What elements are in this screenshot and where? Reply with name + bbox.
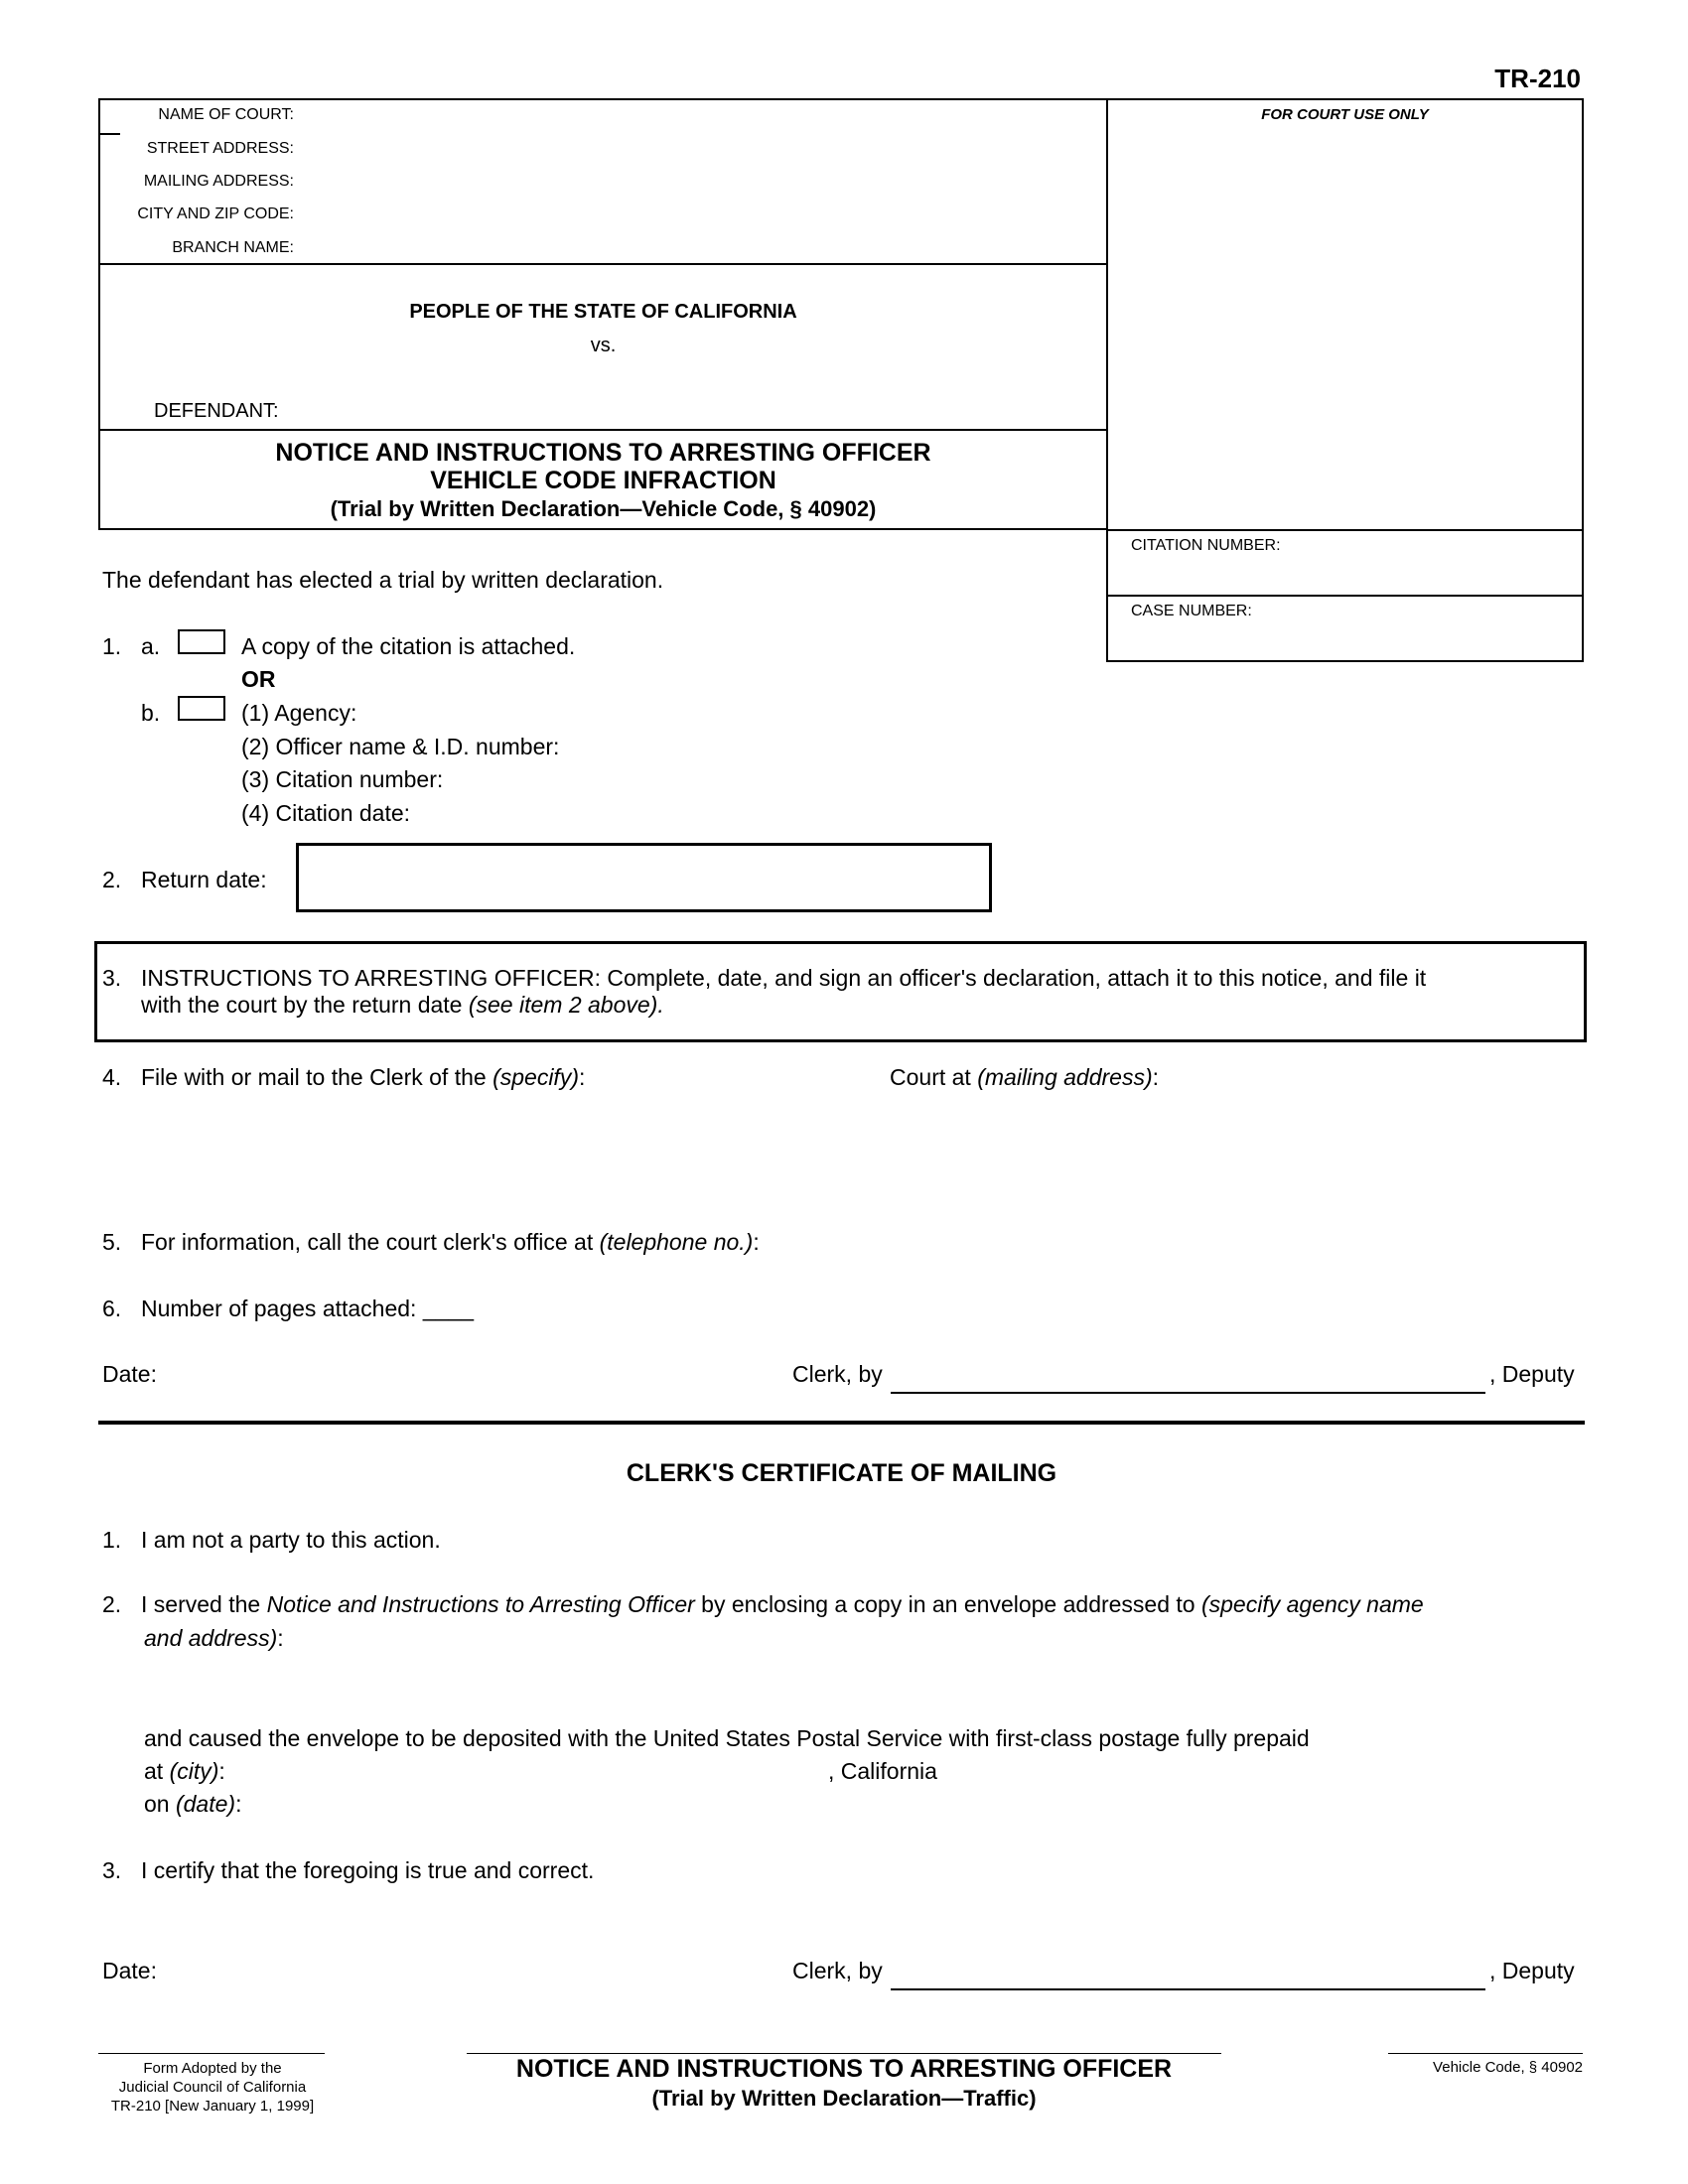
cert-item2-line1 xyxy=(141,1591,1424,1618)
footer-adopted xyxy=(98,2059,327,2116)
cert-specify-agency: (specify agency name xyxy=(1200,1591,1424,1617)
item5-number: 5. xyxy=(102,1229,122,1255)
cert-item3-number: 3. xyxy=(102,1857,122,1883)
item5-telephone: (telephone no.) xyxy=(599,1229,754,1255)
item5-info xyxy=(141,1229,760,1256)
item4-clerk xyxy=(141,1064,585,1091)
footer-adopted-line2: Judicial Council of California xyxy=(118,2079,307,2096)
cert-item2-line2 xyxy=(144,1625,284,1652)
deputy-label: , Deputy xyxy=(1489,1361,1575,1387)
cert-date-label: Date: xyxy=(102,1958,157,1983)
cert-deputy-label: , Deputy xyxy=(1489,1958,1575,1983)
footer-rule-left xyxy=(98,2053,325,2054)
form-title-line2: VEHICLE CODE INFRACTION xyxy=(430,467,776,494)
cert-california: , California xyxy=(828,1758,937,1784)
form-id: TR-210 xyxy=(1494,64,1581,93)
instructions-line2 xyxy=(141,992,664,1019)
footer-adopted-line1: Form Adopted by the xyxy=(143,2060,282,2077)
item4-number: 4. xyxy=(102,1064,122,1090)
item4-mailing-address: (mailing address) xyxy=(977,1064,1153,1090)
form-title-line1: NOTICE AND INSTRUCTIONS TO ARRESTING OFFICER xyxy=(275,439,931,467)
cert-at-city xyxy=(144,1758,225,1785)
footer-vehicle-code: Vehicle Code, § 40902 xyxy=(1433,2059,1583,2076)
footer-title2: (Trial by Written Declaration—Traffic) xyxy=(651,2086,1037,2111)
cert-served-text: I served the xyxy=(141,1591,267,1617)
mailing-address-label: MAILING ADDRESS: xyxy=(143,173,294,190)
item1a-letter: a. xyxy=(141,633,161,659)
item3-number: 3. xyxy=(102,965,122,991)
people-heading: PEOPLE OF THE STATE OF CALIFORNIA xyxy=(409,301,797,323)
item5-text: For information, call the court clerk's office at xyxy=(141,1229,600,1255)
clerk-signature-line[interactable] xyxy=(891,1392,1485,1394)
cert-city-colon: : xyxy=(218,1758,225,1784)
return-date-field[interactable] xyxy=(296,843,992,912)
cert-item2-number: 2. xyxy=(102,1591,122,1617)
section-divider xyxy=(98,1421,1585,1425)
cert-on-text: on xyxy=(144,1791,176,1817)
pages-attached: Number of pages attached: ____ xyxy=(141,1296,475,1321)
item5-colon: : xyxy=(753,1229,760,1255)
cert-date: (date) xyxy=(175,1791,236,1817)
instructions-see-item: (see item 2 above). xyxy=(468,992,664,1018)
date-label: Date: xyxy=(102,1361,157,1387)
footer-rule-right xyxy=(1388,2053,1583,2054)
court-use-box xyxy=(1106,98,1584,531)
instructions-line2-text: with the court by the return date xyxy=(141,992,469,1018)
cert-item1-text: I am not a party to this action. xyxy=(141,1527,441,1553)
cert-date-colon: : xyxy=(235,1791,242,1817)
item4-specify: (specify) xyxy=(492,1064,579,1090)
footer-title1: NOTICE AND INSTRUCTIONS TO ARRESTING OFFICER xyxy=(515,2055,1173,2083)
cert-clerk-by-label: Clerk, by xyxy=(792,1958,883,1983)
item1b-citation-number: (3) Citation number: xyxy=(241,766,444,792)
item4-colon2: : xyxy=(1152,1064,1160,1090)
footer-adopted-line3: TR-210 [New January 1, 1999] xyxy=(110,2098,315,2115)
item2-number: 2. xyxy=(102,867,122,892)
certificate-title: CLERK'S CERTIFICATE OF MAILING xyxy=(626,1459,1057,1487)
form-title-line3: (Trial by Written Declaration—Vehicle Code, § 40902) xyxy=(330,496,877,521)
item1a-text: A copy of the citation is attached. xyxy=(241,633,576,659)
elected-statement: The defendant has elected a trial by written declaration. xyxy=(102,567,664,593)
item1b-citation-date: (4) Citation date: xyxy=(241,800,411,826)
item4-court-at xyxy=(890,1064,1159,1091)
instructions-line1: INSTRUCTIONS TO ARRESTING OFFICER: Complete, date, and sign an officer's declaration, attach it to this notice, and file it xyxy=(141,965,1427,991)
item4-colon: : xyxy=(578,1064,586,1090)
cert-enclosing-text: by enclosing a copy in an envelope addressed to xyxy=(694,1591,1201,1617)
item1b-agency: (1) Agency: xyxy=(241,700,357,726)
item1-number: 1. xyxy=(102,633,122,659)
cert-on-date xyxy=(144,1791,241,1818)
item6-number: 6. xyxy=(102,1296,122,1321)
city-zip-label: CITY AND ZIP CODE: xyxy=(137,205,294,222)
item4-clerk-text: File with or mail to the Clerk of the xyxy=(141,1064,493,1090)
cert-at-text: at xyxy=(144,1758,170,1784)
cert-item1-number: 1. xyxy=(102,1527,122,1553)
clerk-by-label: Clerk, by xyxy=(792,1361,883,1387)
cert-notice-title: Notice and Instructions to Arresting Officer xyxy=(266,1591,695,1617)
item4-court-at-text: Court at xyxy=(890,1064,978,1090)
court-use-label: FOR COURT USE ONLY xyxy=(1261,106,1429,123)
return-date-label: Return date: xyxy=(141,867,267,892)
case-number-label: CASE NUMBER: xyxy=(1131,603,1252,619)
or-text: OR xyxy=(241,666,276,692)
defendant-label: DEFENDANT: xyxy=(154,400,279,422)
item1a-checkbox[interactable] xyxy=(178,629,225,654)
item1b-checkbox[interactable] xyxy=(178,696,225,721)
cert-and-address: and address) xyxy=(144,1625,278,1651)
cert-clerk-signature-line[interactable] xyxy=(891,1988,1485,1990)
cert-item3-text: I certify that the foregoing is true and correct. xyxy=(141,1857,595,1883)
cert-colon: : xyxy=(277,1625,284,1651)
vs-text: vs. xyxy=(590,335,617,356)
street-address-label: STREET ADDRESS: xyxy=(146,140,294,157)
name-of-court-label: NAME OF COURT: xyxy=(158,106,294,123)
cert-city: (city) xyxy=(169,1758,219,1784)
court-tick xyxy=(100,133,120,135)
footer-rule-center xyxy=(467,2053,1221,2054)
citation-number-label: CITATION NUMBER: xyxy=(1131,537,1281,554)
item1b-letter: b. xyxy=(141,700,161,726)
cert-deposited: and caused the envelope to be deposited with the United States Postal Service with first-class postage fully prepaid xyxy=(144,1725,1310,1751)
item1b-officer: (2) Officer name & I.D. number: xyxy=(241,734,560,759)
branch-name-label: BRANCH NAME: xyxy=(172,239,294,256)
